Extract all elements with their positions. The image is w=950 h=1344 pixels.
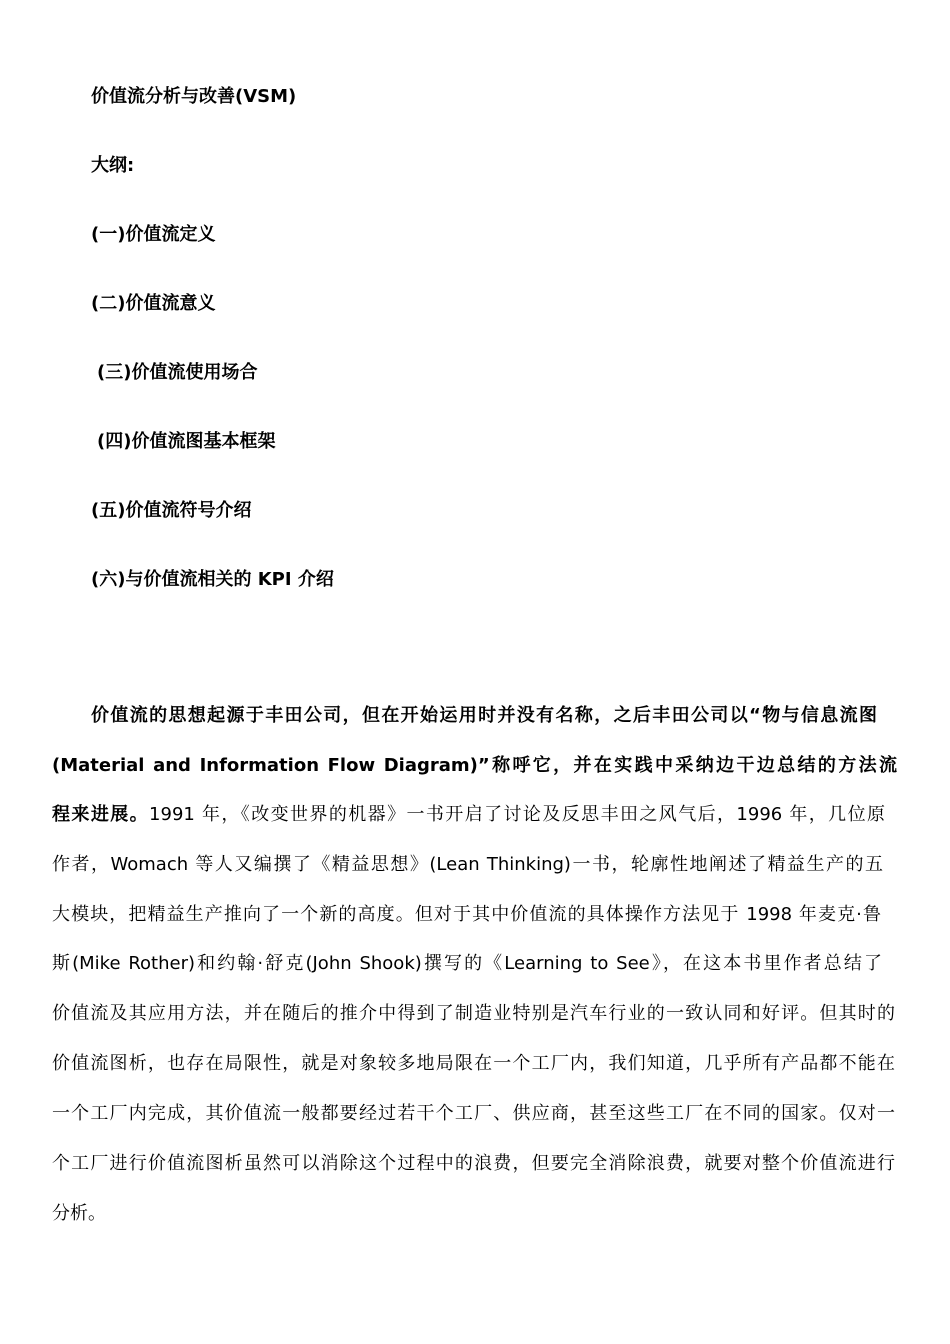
paragraph-text: 分析。 (52, 1203, 106, 1224)
outline-item-6: (六)与价值流相关的 KPI 介绍 (91, 569, 334, 590)
paragraph-line (52, 802, 885, 828)
paragraph-line (52, 852, 883, 878)
outline-item-1: (一)价值流定义 (91, 224, 216, 245)
paragraph-line (52, 753, 897, 779)
outline-item-3: (三)价值流使用场合 (97, 362, 258, 383)
paragraph-text: 作者，Womach 等人又编撰了《精益思想》(Lean Thinking)一书，轮廓性地阐述了精益生产的五 (52, 854, 883, 875)
outline-item-5: (五)价值流符号介绍 (91, 500, 252, 521)
paragraph-line (52, 1001, 895, 1027)
paragraph-text: 一个工厂内完成，其价值流一般都要经过若干个工厂、供应商，甚至这些工厂在不同的国家。仅对一 (52, 1103, 895, 1124)
paragraph-line (91, 703, 877, 729)
paragraph-line (52, 1151, 895, 1177)
paragraph-line (52, 902, 881, 928)
outline-item-2: (二)价值流意义 (91, 293, 216, 314)
paragraph-text: 价值流及其应用方法，并在随后的推介中得到了制造业特别是汽车行业的一致认同和好评。但其时的 (52, 1003, 895, 1024)
paragraph-bold-text: (Material and Information Flow Diagram)”称呼它，并在实践中采纳边干边总结的方法流 (52, 755, 897, 776)
paragraph-line (52, 1051, 895, 1077)
paragraph-bold-text: 程来进展。 (52, 804, 150, 825)
outline-label: 大纲: (91, 155, 135, 176)
paragraph-text: 个工厂进行价值流图析虽然可以消除这个过程中的浪费，但要完全消除浪费，就要对整个价值流进行 (52, 1153, 895, 1174)
paragraph-bold-text: 价值流的思想起源于丰田公司，但在开始运用时并没有名称，之后丰田公司以“物与信息流图 (91, 705, 877, 726)
outline-item-4: (四)价值流图基本框架 (97, 431, 276, 452)
paragraph-text: 1991 年，《改变世界的机器》一书开启了讨论及反思丰田之风气后，1996 年，几位原 (149, 804, 885, 825)
paragraph-line (52, 1201, 897, 1227)
paragraph-line (52, 1101, 895, 1127)
document-title: 价值流分析与改善(VSM) (91, 86, 297, 107)
paragraph-text: 价值流图析，也存在局限性，就是对象较多地局限在一个工厂内，我们知道，几乎所有产品都不能在 (52, 1053, 895, 1074)
paragraph-text: 大模块，把精益生产推向了一个新的高度。但对于其中价值流的具体操作方法见于 1998 年麦克·鲁 (52, 904, 881, 925)
paragraph-text: 斯(Mike Rother)和约翰·舒克(John Shook)撰写的《Learning to See》，在这本书里作者总结了 (52, 953, 882, 974)
paragraph-line (52, 951, 882, 977)
